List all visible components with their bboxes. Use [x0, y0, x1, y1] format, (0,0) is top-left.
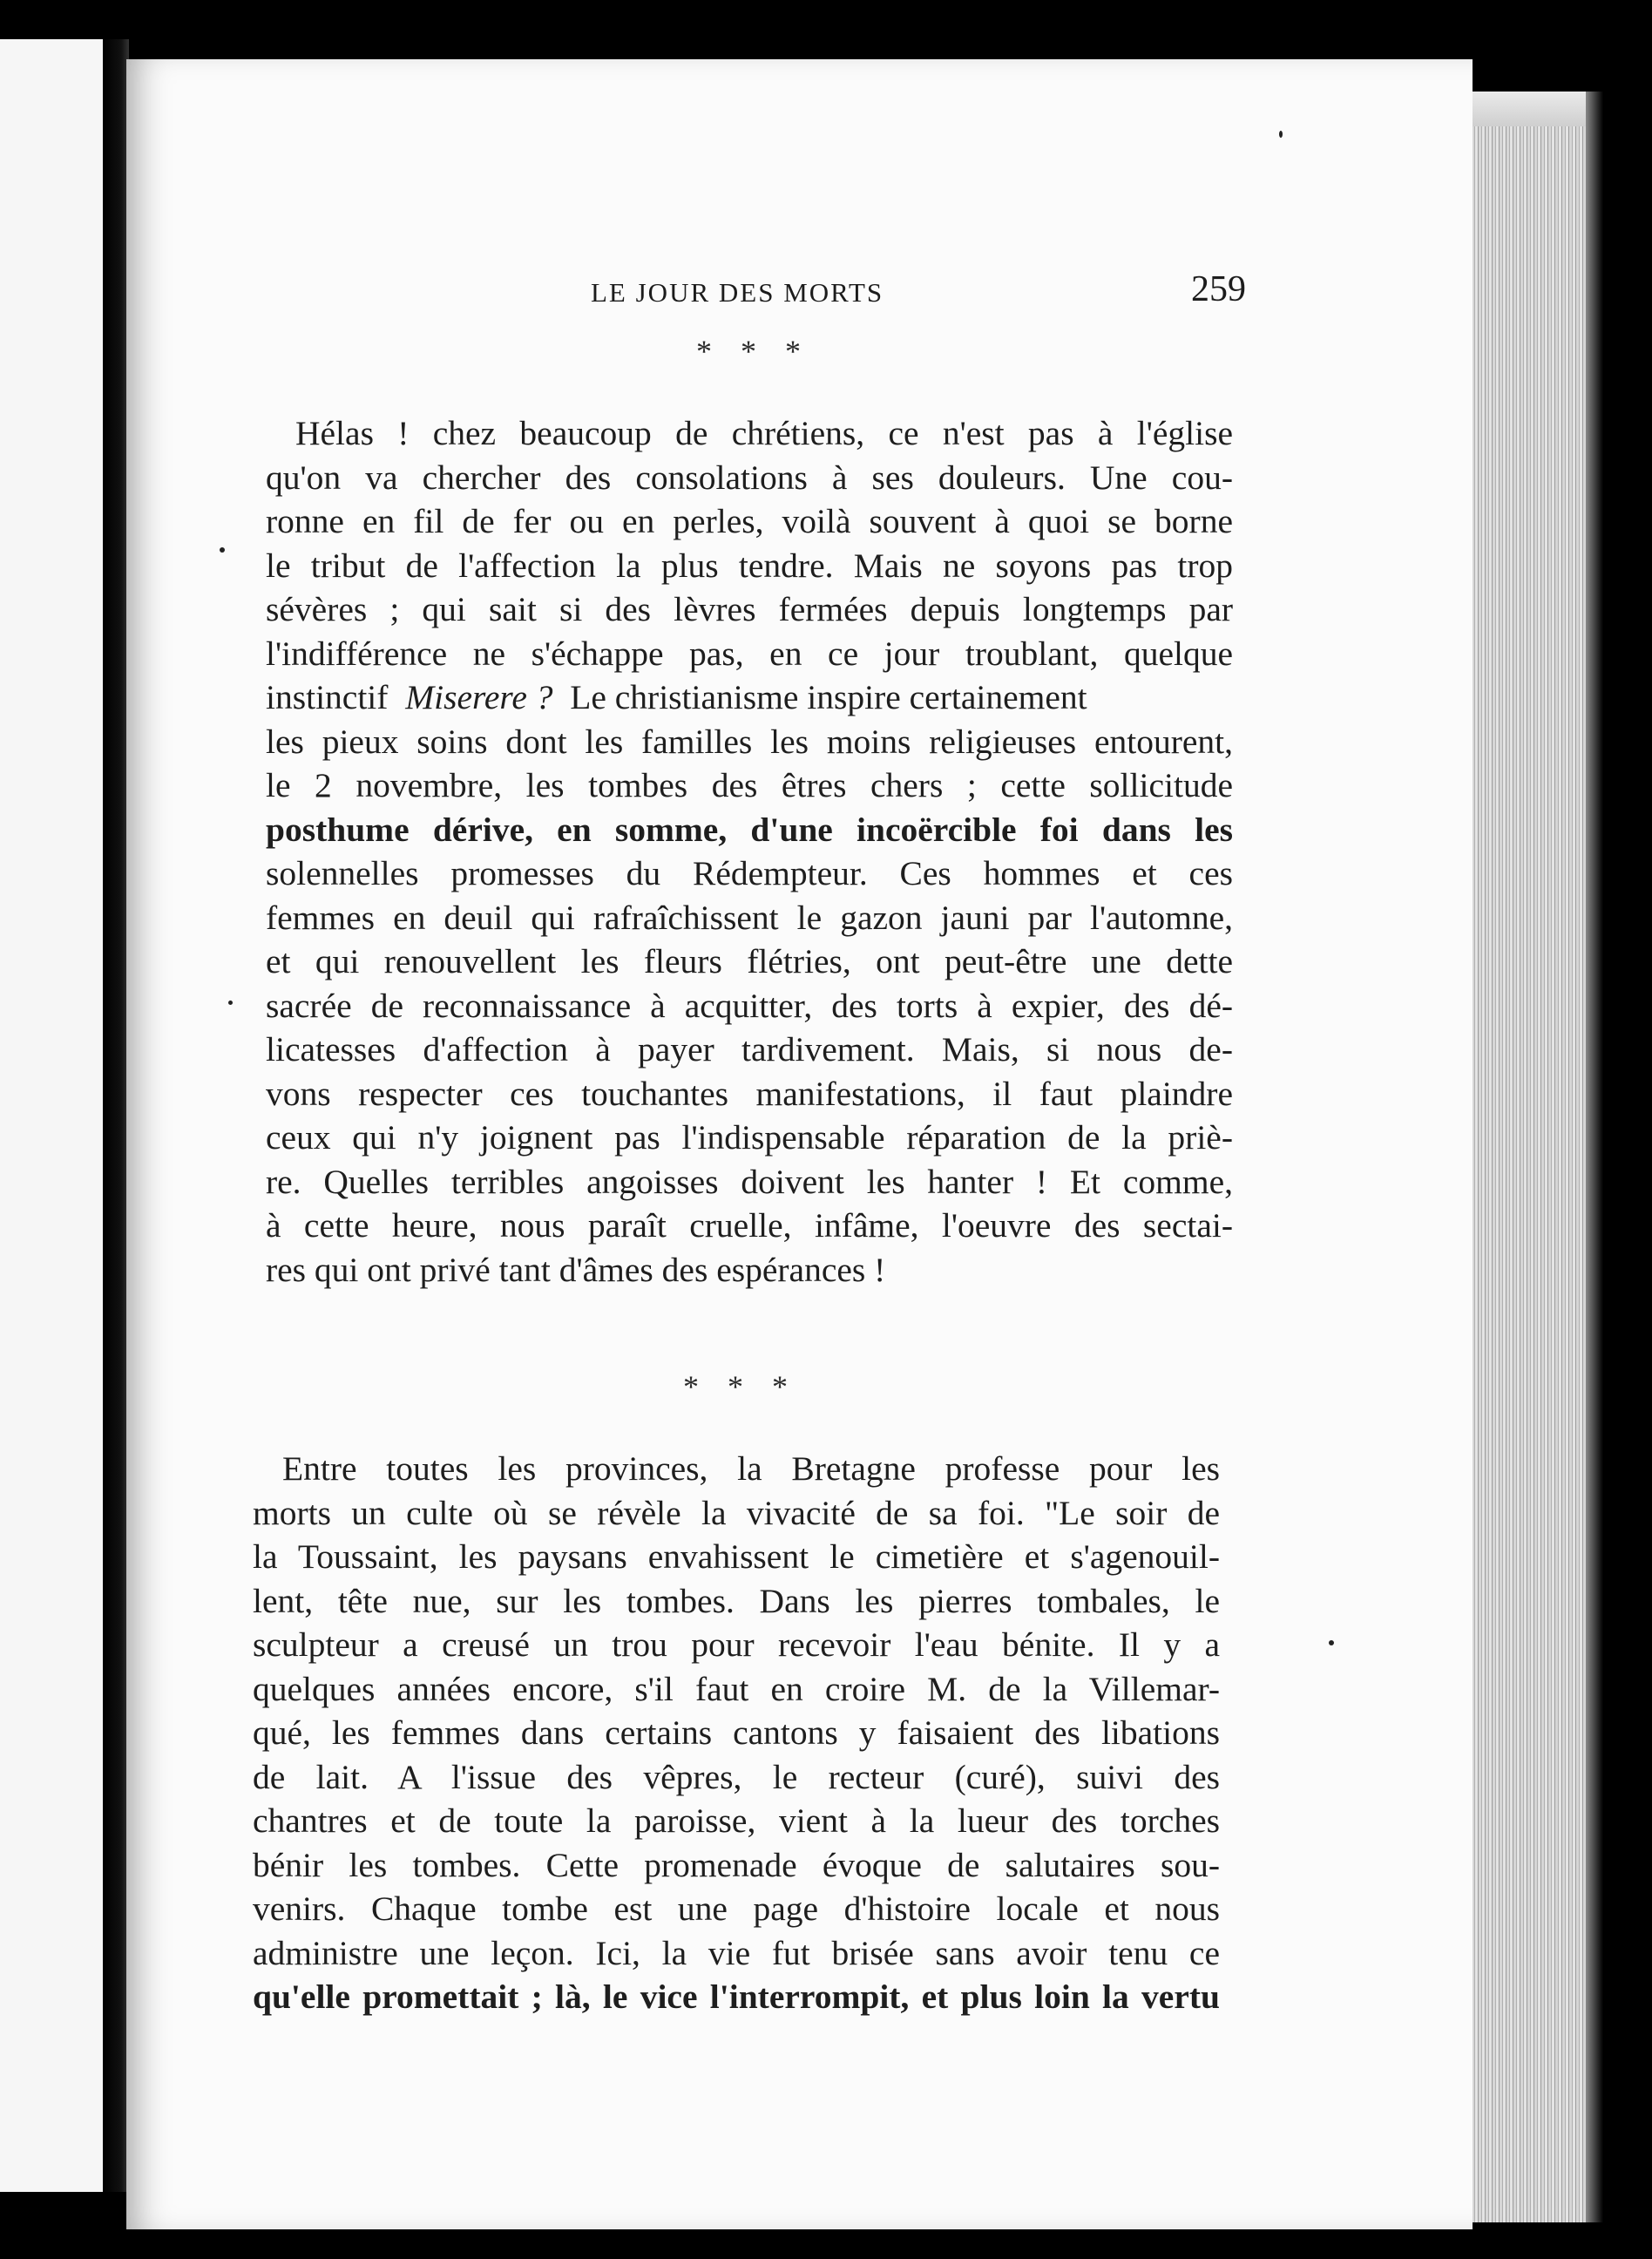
text-line: administre une leçon. Ici, la vie fut brisée sans avoir tenu ce — [253, 1933, 1220, 1972]
text-line: solennelles promesses du Rédempteur. Ces hommes et ces — [266, 854, 1233, 892]
text-line: venirs. Chaque tombe est une page d'histoire locale et nous — [253, 1889, 1220, 1928]
text-line: le 2 novembre, les tombes des êtres chers ; cette sollicitude — [266, 766, 1233, 804]
text-line: quelques années encore, s'il faut en croire M. de la Villemar- — [253, 1669, 1220, 1708]
section-separator: * * * — [683, 1369, 798, 1404]
paragraph-1 — [266, 411, 1233, 1292]
section-separator: * * * — [696, 334, 811, 369]
text-line: qu'elle promettait ; là, le vice l'interrompit, et plus loin la vertu — [253, 1977, 1220, 2016]
page-edges-shade — [1586, 92, 1603, 2222]
text-line: licatesses d'affection à payer tardivement. Mais, si nous de- — [266, 1030, 1233, 1068]
italic-term: Miserere ? — [405, 678, 553, 716]
text-line: sculpteur a creusé un trou pour recevoir l'eau bénite. Il y a — [253, 1625, 1220, 1664]
text-line: sacrée de reconnaissance à acquitter, des torts à expier, des dé- — [266, 986, 1233, 1025]
text-line: chantres et de toute la paroisse, vient à la lueur des torches — [253, 1801, 1220, 1840]
text-line: et qui renouvellent les fleurs flétries, ont peut-être une dette — [266, 942, 1233, 980]
text-line: ceux qui n'y joignent pas l'indispensable réparation de la priè- — [266, 1118, 1233, 1157]
paragraph-2 — [253, 1447, 1220, 2019]
scan-speck — [220, 547, 225, 553]
text-line: vons respecter ces touchantes manifestations, il faut plaindre — [266, 1074, 1233, 1113]
previous-page-edge — [0, 39, 103, 2192]
text-line: à cette heure, nous paraît cruelle, infâme, l'oeuvre des sectai- — [266, 1206, 1233, 1245]
text-line: qu'on va chercher des consolations à ses douleurs. Une cou- — [266, 458, 1233, 497]
text-line: morts un culte où se révèle la vivacité de sa foi. "Le soir de — [253, 1493, 1220, 1532]
scan-speck — [1279, 131, 1283, 138]
text-line: sévères ; qui sait si des lèvres fermées depuis longtemps par — [266, 590, 1233, 628]
text-line-mixed — [266, 675, 1233, 720]
text-line: qué, les femmes dans certains cantons y faisaient des libations — [253, 1713, 1220, 1752]
text-fragment: instinctif — [266, 678, 389, 716]
page-header — [261, 268, 1246, 321]
text-line: re. Quelles terribles angoisses doivent les hanter ! Et comme, — [266, 1162, 1233, 1201]
text-fragment: Le christianisme inspire certainement — [570, 678, 1087, 716]
text-line: posthume dérive, en somme, d'une incoërcible foi dans les — [266, 810, 1233, 849]
text-line: le tribut de l'affection la plus tendre. Mais ne soyons pas trop — [266, 546, 1233, 585]
text-line: la Toussaint, les paysans envahissent le cimetière et s'agenouil- — [253, 1537, 1220, 1576]
page-edges — [1468, 92, 1599, 2222]
text-line: res qui ont privé tant d'âmes des espérances ! — [266, 1250, 886, 1289]
text-line: Entre toutes les provinces, la Bretagne professe pour les — [282, 1449, 1220, 1488]
text-line: bénir les tombes. Cette promenade évoque de salutaires sou- — [253, 1845, 1220, 1884]
text-line: femmes en deuil qui rafraîchissent le gazon jauni par l'automne, — [266, 898, 1233, 937]
scan-speck — [228, 1001, 233, 1005]
page-number: 259 — [1191, 269, 1246, 309]
gutter-shadow — [103, 39, 129, 2192]
text-line: lent, tête nue, sur les tombes. Dans les pierres tombales, le — [253, 1581, 1220, 1620]
page-edges-top — [1468, 92, 1599, 126]
text-line: Hélas ! chez beaucoup de chrétiens, ce n'est pas à l'église — [295, 414, 1233, 452]
scan-speck — [1329, 1640, 1334, 1645]
running-title: LE JOUR DES MORTS — [591, 277, 884, 308]
text-line: de lait. A l'issue des vêpres, le recteur (curé), suivi des — [253, 1757, 1220, 1796]
text-line: les pieux soins dont les familles les moins religieuses entourent, — [266, 722, 1233, 761]
text-line: ronne en fil de fer ou en perles, voilà souvent à quoi se borne — [266, 502, 1233, 540]
text-line: l'indifférence ne s'échappe pas, en ce jour troublant, quelque — [266, 634, 1233, 673]
